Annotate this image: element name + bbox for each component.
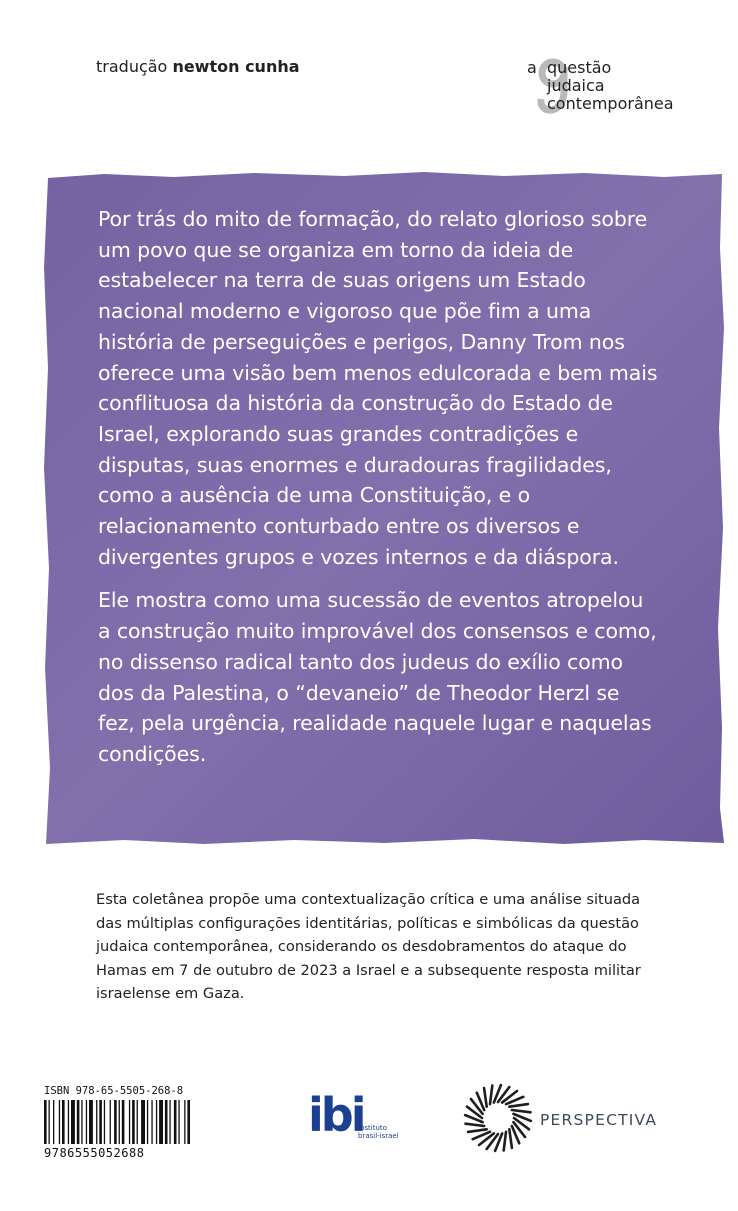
publisher-name: PERSPECTIVA <box>540 1111 658 1129</box>
collection-blurb: Esta coletânea propõe uma contextualização crítica e uma análise situada das múltiplas configurações identitárias, políticas e simbólicas da questão judaica contemporânea, considerando os desdobramentos do ataque do Hamas em 7 de outubro de 2023 a Israel e a subsequente resposta militar israelense em Gaza. <box>96 891 641 1002</box>
ibi-logo <box>308 1088 408 1154</box>
sunburst-icon <box>460 1080 536 1156</box>
ibi-logo-word: ibi <box>308 1088 364 1142</box>
ibi-logo-subtitle: instituto brasil-israel <box>358 1124 399 1140</box>
series-word-a: a <box>527 58 537 77</box>
isbn-barcode <box>44 1085 220 1168</box>
translator-name: newton cunha <box>172 57 300 76</box>
series-logo <box>527 55 687 125</box>
translation-prefix: tradução <box>96 57 168 76</box>
synopsis-paragraph-2: Ele mostra como uma sucessão de eventos atropelou a construção muito improvável dos consensos e como, no dissenso radical tanto dos judeus do exílio como dos da Palestina, o “devaneio” de Theodor Herzl se fez, pela urgência, realidade naquele lugar e naquelas condições. <box>98 588 657 766</box>
series-word-questao: questão <box>547 58 612 77</box>
isbn-label: ISBN 978-65-5505-268-8 <box>44 1085 184 1097</box>
barcode-bars <box>44 1100 220 1146</box>
barcode-digits: 9786555052688 <box>44 1146 145 1160</box>
translator-credit <box>96 57 300 76</box>
series-word-contemporanea: contemporânea <box>547 94 674 113</box>
synopsis-text <box>98 204 658 783</box>
series-word-judaica: judaica <box>547 76 605 95</box>
synopsis-panel <box>44 168 726 846</box>
synopsis-paragraph-1: Por trás do mito de formação, do relato glorioso sobre um povo que se organiza em torno da ideia de estabelecer na terra de suas origens um Estado nacional moderno e vigoroso que põe fim a uma história de perseguições e perigos, Danny Trom nos oferece uma visão bem menos edulcorada e bem mais conflituosa da história da construção do Estado de Israel, explorando suas grandes contradições e disputas, suas enormes e duradouras fragilidades, como a ausência de uma Constituição, e o relacionamento conturbado entre os diversos e divergentes grupos e vozes internos e da diáspora. <box>98 207 658 569</box>
